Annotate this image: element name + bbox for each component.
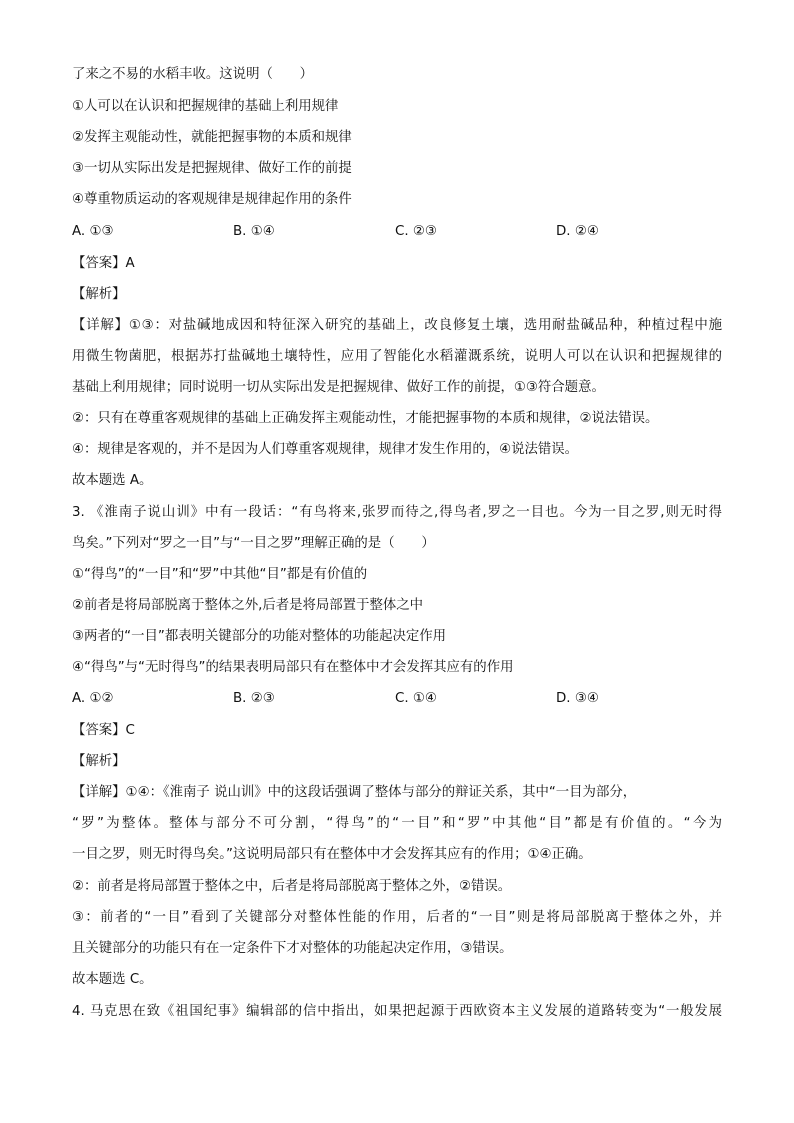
q3-statement-3: ③两者的“一目”都表明关键部分的功能对整体的功能起决定作用 <box>72 629 447 644</box>
q2-option-a: A. ①③ <box>72 224 114 239</box>
q2-answer: 【答案】A <box>72 256 135 271</box>
q3-detail-line-6: 且关键部分的功能只有在一定条件下才对整体的功能起决定作用，③错误。 <box>72 941 513 956</box>
q3-option-c: C. ①④ <box>395 691 437 706</box>
q2-statement-3: ③一切从实际出发是把握规律、做好工作的前提 <box>72 161 352 176</box>
q3-detail-line-1: 【详解】①④：《淮南子 说山训》中的这段话强调了整体与部分的辩证关系，其中“一目为部分， <box>72 785 637 800</box>
q3-options <box>72 689 722 709</box>
q3-option-d: D. ③④ <box>556 691 599 706</box>
q2-statement-1: ①人可以在认识和把握规律的基础上利用规律 <box>72 99 339 114</box>
q3-statement-2: ②前者是将局部脱离于整体之外,后者是将局部置于整体之中 <box>72 598 424 613</box>
q3-statement-1: ①“得鸟”的“一目”和“罗”中其他“目”都是有价值的 <box>72 567 368 582</box>
q2-analysis-tag: 【解析】 <box>72 287 126 302</box>
q2-option-d: D. ②④ <box>556 224 599 239</box>
q2-conclusion: 故本题选 A。 <box>72 473 153 488</box>
q3-analysis-tag: 【解析】 <box>72 754 126 769</box>
q2-statement-4: ④尊重物质运动的客观规律是规律起作用的条件 <box>72 192 352 207</box>
q3-conclusion: 故本题选 C。 <box>72 972 153 987</box>
q3-stem-line-1: 3. 《淮南子说山训》中有一段话：“有鸟将来,张罗而待之,得鸟者,罗之一目也。今为一目之罗,则无时得 <box>72 505 722 520</box>
q4-stem-line-1: 4. 马克思在致《祖国纪事》编辑部的信中指出，如果把起源于西欧资本主义发展的道路转变为“一般发展 <box>72 1004 722 1019</box>
q3-detail-line-5: ③：前者的“一目”看到了关键部分对整体性能的作用，后者的“一目”则是将局部脱离于整体之外，并 <box>72 910 722 925</box>
q2-detail-line-5: ④：规律是客观的，并不是因为人们尊重客观规律，规律才发生作用的，④说法错误。 <box>72 442 579 457</box>
q3-detail-line-4: ②：前者是将局部置于整体之中，后者是将局部脱离于整体之外，②错误。 <box>72 879 512 894</box>
q2-stem: 了来之不易的水稻丰收。这说明（ ） <box>72 67 314 82</box>
q2-option-c: C. ②③ <box>395 224 437 239</box>
q2-option-b: B. ①④ <box>233 224 275 239</box>
q3-stem-line-2: 鸟矣。”下列对“罗之一目”与“一目之罗”理解正确的是（ ） <box>72 536 435 551</box>
q2-detail-line-2: 用微生物菌肥，根据苏打盐碱地土壤特性，应用了智能化水稻灌溉系统，说明人可以在认识和把握规律的 <box>72 349 722 364</box>
q3-statement-4: ④“得鸟”与“无时得鸟”的结果表明局部只有在整体中才会发挥其应有的作用 <box>72 660 514 675</box>
q3-option-b: B. ②③ <box>233 691 275 706</box>
q3-answer: 【答案】C <box>72 723 135 738</box>
q2-detail-line-1: 【详解】①③：对盐碱地成因和特征深入研究的基础上，改良修复土壤，选用耐盐碱品种，种植过程中施 <box>72 318 722 333</box>
q2-statement-2: ②发挥主观能动性，就能把握事物的本质和规律 <box>72 130 352 145</box>
q2-options <box>72 222 722 242</box>
q2-detail-line-3: 基础上利用规律；同时说明一切从实际出发是把握规律、做好工作的前提，①③符合题意。 <box>72 380 605 395</box>
q3-detail-line-2: “罗”为整体。整体与部分不可分割，“得鸟”的“一目”和“罗”中其他“目”都是有价值的。“今为 <box>72 816 722 831</box>
q2-detail-line-4: ②：只有在尊重客观规律的基础上正确发挥主观能动性，才能把握事物的本质和规律，②说法错误。 <box>72 411 659 426</box>
q3-detail-line-3: 一目之罗，则无时得鸟矣。”这说明局部只有在整体中才会发挥其应有的作用；①④正确。 <box>72 847 592 862</box>
q3-option-a: A. ①② <box>72 691 114 706</box>
